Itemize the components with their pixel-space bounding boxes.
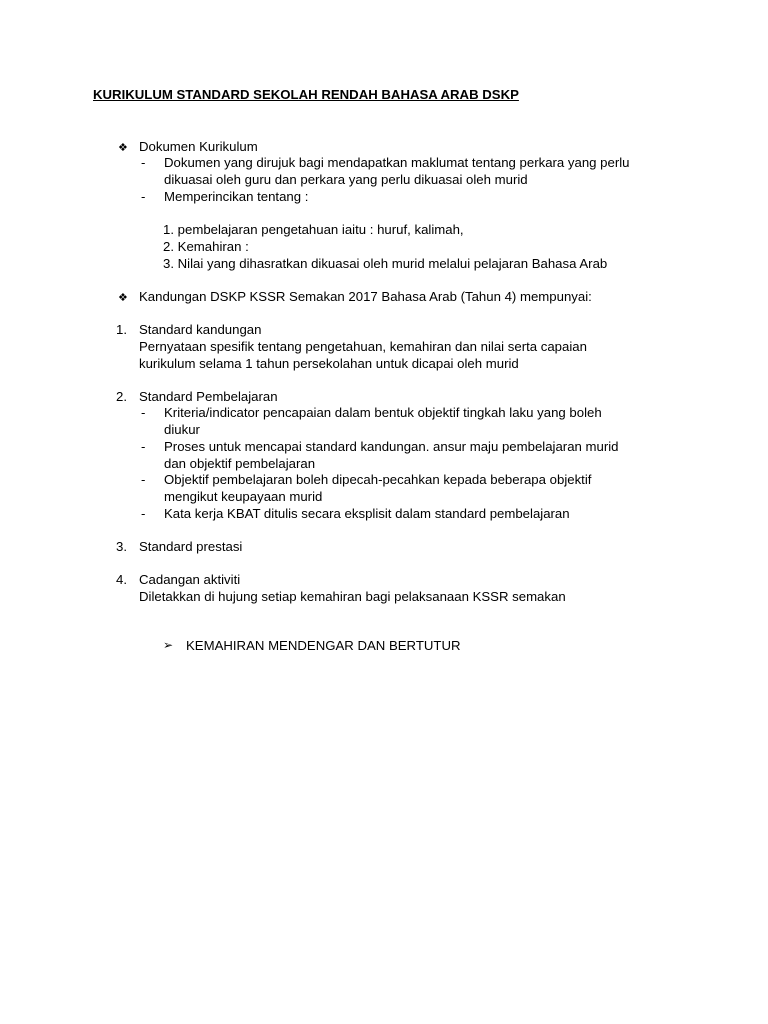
- list-item-4-title: Cadangan aktiviti: [139, 572, 241, 587]
- list-item-3-title: Standard prestasi: [139, 539, 243, 554]
- sub-item-2: 2. Kemahiran :: [163, 239, 249, 254]
- sub-item-3: 3. Nilai yang dihasratkan dikuasai oleh murid melalui pelajaran Bahasa Arab: [163, 256, 608, 271]
- list-item-2-sub2-line2: dan objektif pembelajaran: [164, 456, 316, 471]
- dash-marker: -: [141, 189, 146, 204]
- list-item-1-title: Standard kandungan: [139, 322, 262, 337]
- list-item-4-desc: Diletakkan di hujung setiap kemahiran bagi pelaksanaan KSSR semakan: [139, 589, 566, 604]
- diamond-bullet-icon: ❖: [118, 141, 128, 154]
- list-item-2-sub4: Kata kerja KBAT ditulis secara eksplisit dalam standard pembelajaran: [164, 506, 570, 521]
- document-title: KURIKULUM STANDARD SEKOLAH RENDAH BAHASA ARAB DSKP: [93, 87, 519, 102]
- dokumen-item1-line2: dikuasai oleh guru dan perkara yang perlu dikuasai oleh murid: [164, 172, 528, 187]
- dokumen-item1-line1: Dokumen yang dirujuk bagi mendapatkan maklumat tentang perkara yang perlu: [164, 155, 630, 170]
- list-item-2-sub1-line1: Kriteria/indicator pencapaian dalam bentuk objektif tingkah laku yang boleh: [164, 405, 602, 420]
- list-number-4: 4.: [116, 572, 127, 587]
- arrow-bullet-icon: ➢: [163, 638, 174, 652]
- dokumen-item2: Memperincikan tentang :: [164, 189, 309, 204]
- list-item-1-desc-line1: Pernyataan spesifik tentang pengetahuan, kemahiran dan nilai serta capaian: [139, 339, 587, 354]
- diamond-bullet-icon: ❖: [118, 291, 128, 304]
- sub-item-1: 1. pembelajaran pengetahuan iaitu : huruf, kalimah,: [163, 222, 464, 237]
- dash-marker: -: [141, 439, 146, 454]
- list-item-1-desc-line2: kurikulum selama 1 tahun persekolahan untuk dicapai oleh murid: [139, 356, 519, 371]
- list-item-2-sub1-line2: diukur: [164, 422, 200, 437]
- list-number-3: 3.: [116, 539, 127, 554]
- list-item-2-sub3-line1: Objektif pembelajaran boleh dipecah-pecahkan kepada beberapa objektif: [164, 472, 592, 487]
- final-heading: KEMAHIRAN MENDENGAR DAN BERTUTUR: [186, 638, 461, 653]
- section-heading-dokumen-kurikulum: Dokumen Kurikulum: [139, 139, 258, 154]
- section-heading-kandungan: Kandungan DSKP KSSR Semakan 2017 Bahasa Arab (Tahun 4) mempunyai:: [139, 289, 592, 304]
- dash-marker: -: [141, 155, 146, 170]
- list-item-2-sub2-line1: Proses untuk mencapai standard kandungan. ansur maju pembelajaran murid: [164, 439, 619, 454]
- dash-marker: -: [141, 472, 146, 487]
- list-item-2-title: Standard Pembelajaran: [139, 389, 278, 404]
- dash-marker: -: [141, 405, 146, 420]
- list-item-2-sub3-line2: mengikut keupayaan murid: [164, 489, 323, 504]
- dash-marker: -: [141, 506, 146, 521]
- list-number-1: 1.: [116, 322, 127, 337]
- list-number-2: 2.: [116, 389, 127, 404]
